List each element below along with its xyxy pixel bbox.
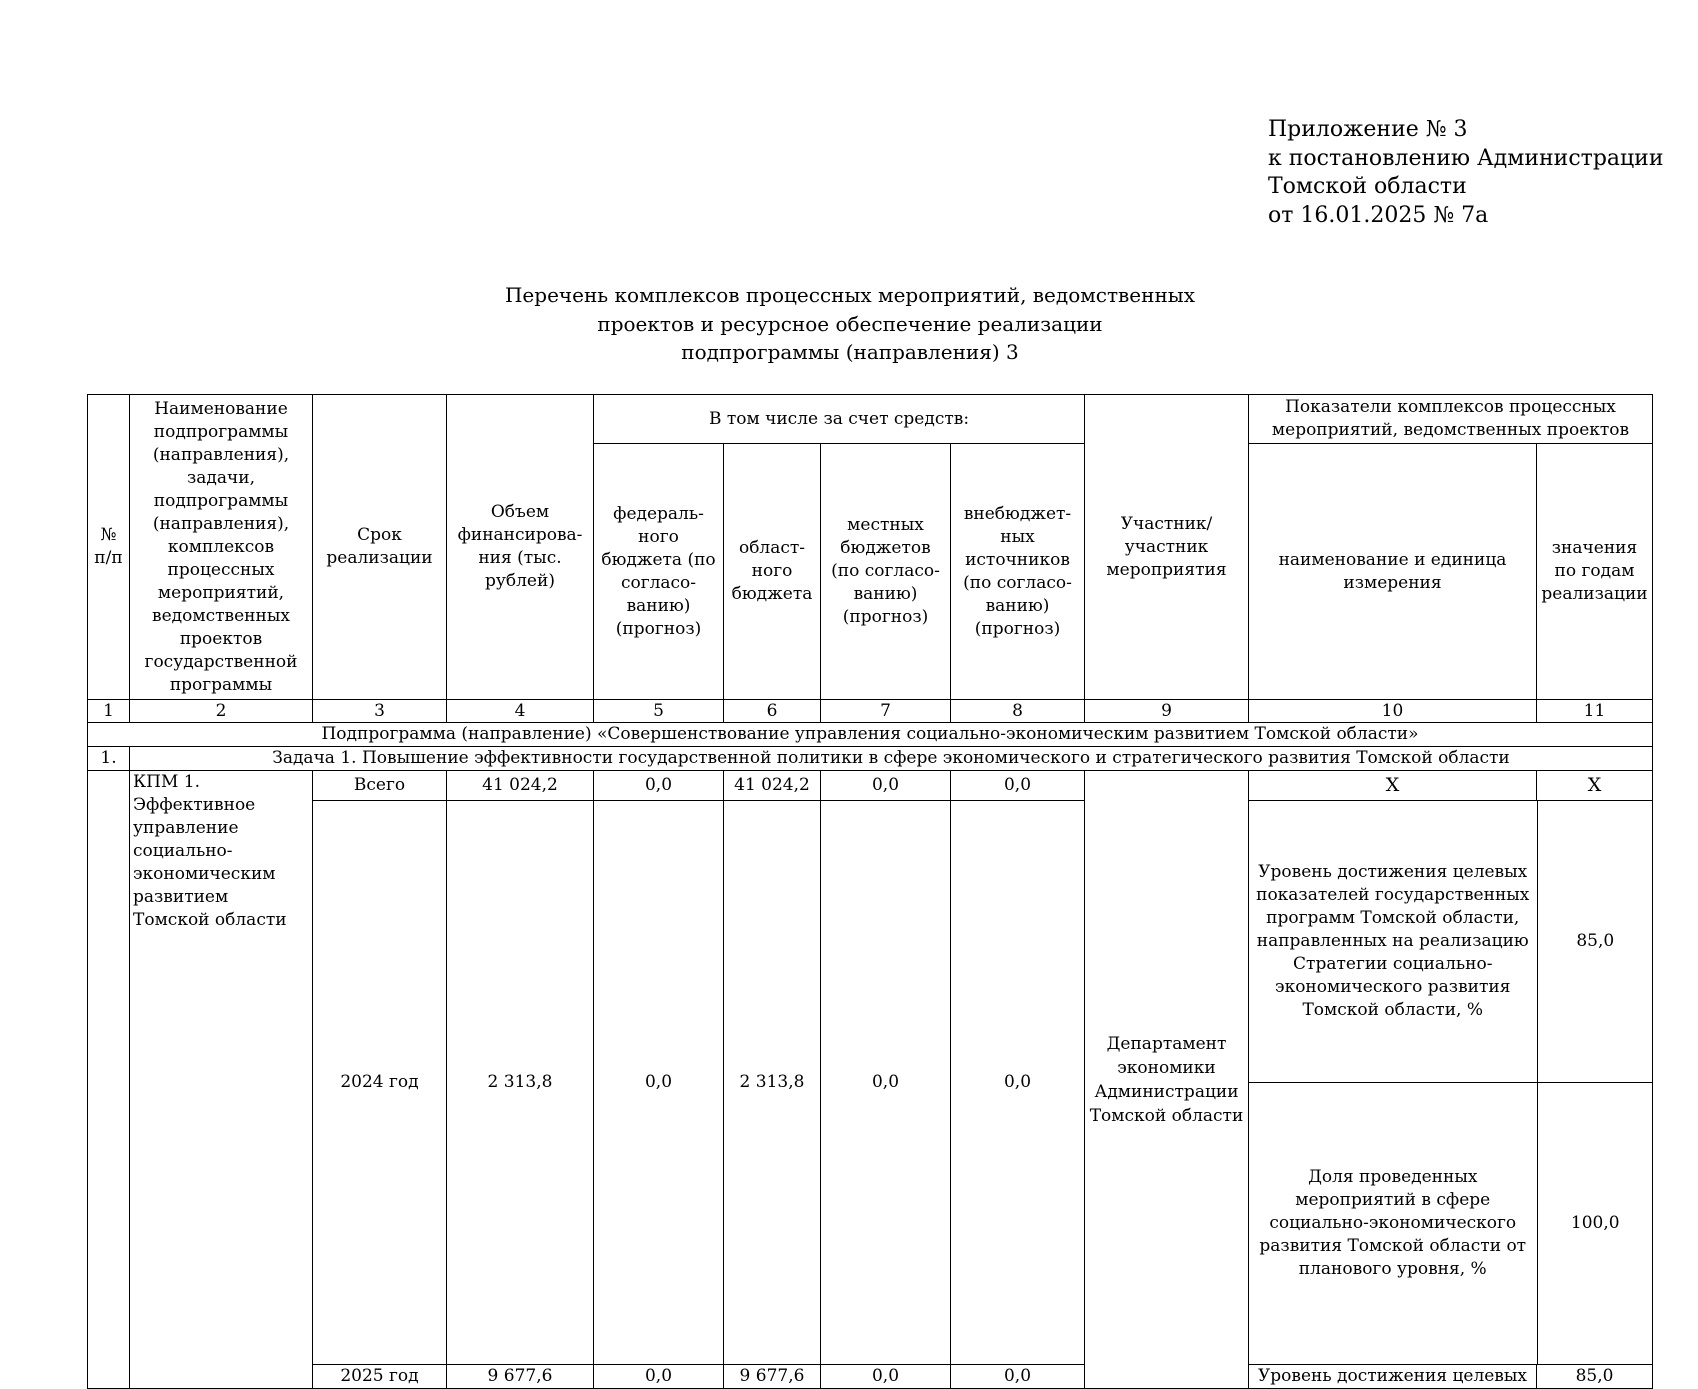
- header-regional: област-ного бюджета: [724, 444, 821, 700]
- col-number: 8: [951, 700, 1085, 723]
- header-participant: Участник/ участник мероприятия: [1085, 395, 1249, 700]
- y2024-volume: 2 313,8: [447, 801, 594, 1365]
- subprogram-row: [88, 723, 1653, 747]
- y2024-local: 0,0: [821, 801, 951, 1365]
- y2024-term: 2024 год: [313, 801, 447, 1365]
- total-volume: 41 024,2: [447, 771, 594, 801]
- indicators-subtable: [1249, 801, 1653, 1364]
- indicator-value: 85,0: [1537, 801, 1653, 1083]
- header-volume: Объем финансирова-ния (тыс. рублей): [447, 395, 594, 700]
- y2025-term: 2025 год: [313, 1365, 447, 1389]
- col-number: 6: [724, 700, 821, 723]
- header-indicators: Показатели комплексов процессных мероприятий, ведомственных проектов: [1249, 395, 1653, 444]
- total-row: [88, 771, 1653, 801]
- y2024-federal: 0,0: [594, 801, 724, 1365]
- indicator-value: 100,0: [1570, 1213, 1620, 1233]
- total-indicator-value: X: [1537, 771, 1653, 801]
- y2025-indicator-value: 85,0: [1537, 1365, 1653, 1389]
- header-federal: федераль-ного бюджета (по согласо-ванию) (прогноз): [594, 444, 724, 700]
- indicator-row: [1249, 801, 1653, 1083]
- participant-cell: Департамент экономики Администрации Томской области: [1085, 771, 1249, 1389]
- header-name: Наименование подпрограммы (направления), задачи, подпрограммы (направления), комплексов процессных мероприятий, ведомственных проектов государственной программы: [130, 395, 313, 700]
- col-number: 7: [821, 700, 951, 723]
- annex-line-2: к постановлению Администрации: [1268, 145, 1664, 171]
- col-number: 10: [1249, 700, 1537, 723]
- y2024-extra: 0,0: [951, 801, 1085, 1365]
- empty-num-cell: [88, 771, 130, 1389]
- header-row-1: [88, 395, 1653, 444]
- task-number: 1.: [88, 747, 130, 771]
- y2024-indicators: [1249, 801, 1653, 1365]
- task-title: Задача 1. Повышение эффективности государственной политики в сфере экономического и стратегического развития Томской области: [130, 747, 1653, 771]
- y2025-volume: 9 677,6: [447, 1365, 594, 1389]
- subprogram-title: Подпрограмма (направление) «Совершенствование управления социально-экономическим развитием Томской области»: [88, 723, 1653, 747]
- task-row: [88, 747, 1653, 771]
- total-term: Всего: [313, 771, 447, 801]
- resource-table: [87, 394, 1653, 1389]
- total-local: 0,0: [821, 771, 951, 801]
- annex-line-1: Приложение № 3: [1268, 117, 1468, 142]
- total-indicator-name: X: [1249, 771, 1537, 801]
- col-number: 5: [594, 700, 724, 723]
- title-line-3: подпрограммы (направления) 3: [681, 340, 1019, 364]
- header-including: В том числе за счет средств:: [594, 395, 1085, 444]
- col-number: 1: [88, 700, 130, 723]
- y2025-regional: 9 677,6: [724, 1365, 821, 1389]
- col-number: 3: [313, 700, 447, 723]
- title-line-1: Перечень комплексов процессных мероприятий, ведомственных: [504, 283, 1196, 307]
- y2025-local: 0,0: [821, 1365, 951, 1389]
- total-regional: 41 024,2: [724, 771, 821, 801]
- y2024-regional: 2 313,8: [724, 801, 821, 1365]
- header-indicator-values: значения по годам реализации: [1537, 444, 1653, 700]
- indicator-row: [1249, 1083, 1653, 1365]
- total-extra: 0,0: [951, 771, 1085, 801]
- total-federal: 0,0: [594, 771, 724, 801]
- y2025-extra: 0,0: [951, 1365, 1085, 1389]
- annex-block: [1268, 116, 1664, 230]
- col-number: 2: [130, 700, 313, 723]
- header-extra: внебюджет-ных источников (по согласо-ванию) (прогноз): [951, 444, 1085, 700]
- indicator-name: Доля проведенных мероприятий в сфере социально-экономического развития Томской области от планового уровня, %: [1249, 1083, 1537, 1365]
- header-indicator-name: наименование и единица измерения: [1249, 444, 1537, 700]
- y2025-federal: 0,0: [594, 1365, 724, 1389]
- header-num: № п/п: [88, 395, 130, 700]
- header-term: Срок реализации: [313, 395, 447, 700]
- annex-line-4: от 16.01.2025 № 7а: [1268, 202, 1489, 228]
- header-local: местных бюджетов (по согласо-ванию) (прогноз): [821, 444, 951, 700]
- col-number: 9: [1085, 700, 1249, 723]
- year-2024-row: [88, 801, 1653, 1365]
- year-2025-row: [88, 1365, 1653, 1389]
- indicator-name: Уровень достижения целевых показателей государственных программ Томской области, направленных на реализацию Стратегии социально-экономического развития Томской области, %: [1249, 801, 1537, 1083]
- y2025-indicator-name: Уровень достижения целевых: [1249, 1365, 1537, 1389]
- document-title: [470, 281, 1230, 367]
- annex-line-3: Томской области: [1268, 174, 1467, 199]
- title-line-2: проектов и ресурсное обеспечение реализации: [597, 311, 1103, 336]
- kpm-name: КПМ 1. Эффективное управление социально-экономическим развитием Томской области: [130, 771, 313, 1389]
- col-number: 11: [1537, 700, 1653, 723]
- column-numbers-row: [88, 700, 1653, 723]
- col-number: 4: [447, 700, 594, 723]
